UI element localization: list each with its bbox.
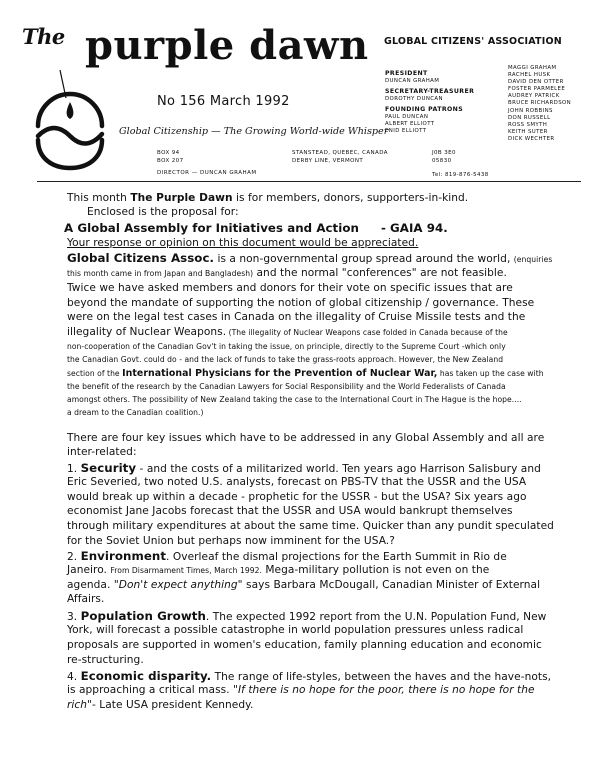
paragraph-line: There are four key issues which have to be addressed in any Global Assembly and all are bbox=[67, 432, 545, 444]
paragraph-line: Twice we have asked members and donors for their vote on specific issues that are bbox=[67, 282, 513, 294]
text: . The expected 1992 report from the U.N. Population Fund, New bbox=[205, 611, 547, 623]
role-title: PRESIDENT bbox=[385, 70, 428, 77]
paragraph-line: for the Soviet Union but perhaps now imminent for the USA.? bbox=[67, 535, 395, 547]
text: 1. bbox=[67, 463, 81, 475]
aside-line: the benefit of the research by the Canadian Lawyers for Social Responsibility and the World Federalists of Canada bbox=[67, 382, 506, 391]
address-boxes bbox=[157, 149, 183, 165]
text: . Overleaf the dismal projections for the Earth Summit in Rio de bbox=[166, 551, 507, 563]
text: 2. bbox=[67, 551, 81, 563]
paragraph-line: would break up within a decade - prophetic for the USSR - but the USA? Six years ago bbox=[67, 491, 527, 503]
org-short-name: Global Citizens Assoc. bbox=[67, 251, 215, 265]
role-name: ENID ELLIOTT bbox=[385, 128, 427, 134]
role-title: FOUNDING PATRONS bbox=[385, 106, 464, 113]
proposal-name: A Global Assembly for Initiatives and Action bbox=[64, 221, 359, 235]
quote: rich" bbox=[67, 699, 92, 711]
paragraph-line: inter-related: bbox=[67, 446, 137, 458]
organization-name: GLOBAL CITIZENS' ASSOCIATION bbox=[384, 36, 562, 47]
paragraph-line: through military expenditures at about the same time. Quicker than any pundit speculated bbox=[67, 520, 554, 532]
text: This month bbox=[67, 192, 131, 204]
member-name: KEITH SUTER bbox=[508, 128, 548, 135]
issue-heading: Population Growth bbox=[80, 609, 206, 623]
tagline: Global Citizenship — The Growing World-wide Whisper bbox=[119, 126, 389, 137]
members-list bbox=[508, 65, 571, 143]
city-line: DERBY LINE, VERMONT bbox=[292, 158, 364, 164]
member-name: RACHEL HUSK bbox=[508, 72, 551, 79]
paragraph-line bbox=[67, 251, 552, 265]
officers-list bbox=[385, 67, 505, 135]
postal-code: 05830 bbox=[432, 158, 452, 164]
member-name: MAGGI GRAHAM bbox=[508, 65, 557, 71]
member-name: FOSTER PARMELEE bbox=[508, 86, 566, 93]
paragraph-line: re-structuring. bbox=[67, 654, 144, 666]
response-request: Your response or opinion on this document would be appreciated. bbox=[67, 237, 419, 249]
role-name: ALBERT ELLIOTT bbox=[385, 121, 435, 127]
proposal-acronym: - GAIA 94. bbox=[380, 221, 448, 235]
issue-economic bbox=[67, 669, 551, 683]
intro-line bbox=[67, 192, 468, 204]
paragraph-line bbox=[67, 326, 508, 338]
text: is for members, donors, supporters-in-kind. bbox=[232, 192, 469, 204]
paragraph-line: economist Jane Jacobs forecast that the USSR and USA would bankrupt themselves bbox=[67, 505, 513, 517]
dawn-emblem-icon bbox=[32, 64, 108, 172]
issue-environment bbox=[67, 549, 507, 563]
text: agenda. bbox=[67, 579, 114, 591]
address-cities bbox=[292, 149, 388, 165]
member-name: DICK WECHTER bbox=[508, 135, 555, 142]
issue-number-date: No 156 March 1992 bbox=[157, 94, 290, 109]
role-name: DUNCAN GRAHAM bbox=[385, 78, 440, 84]
text: Mega-military pollution is not even on the bbox=[261, 564, 490, 576]
text: has taken up the case with bbox=[437, 369, 544, 378]
ippnw-name: International Physicians for the Prevention of Nuclear War, bbox=[122, 368, 438, 379]
text: Janeiro. bbox=[67, 564, 111, 576]
text: is approaching a critical mass. bbox=[67, 684, 234, 696]
header-divider bbox=[37, 181, 581, 182]
box-number: BOX 207 bbox=[157, 158, 184, 164]
issue-population bbox=[67, 609, 546, 623]
paragraph-line: proposals are supported in women's education, family planning education and economic bbox=[67, 639, 542, 651]
postal-code: J0B 3E0 bbox=[432, 150, 456, 156]
quote: "Don't expect anything" bbox=[113, 579, 243, 591]
postal-codes bbox=[432, 149, 456, 165]
role-name: PAUL DUNCAN bbox=[385, 114, 429, 120]
issue-security bbox=[67, 461, 541, 475]
text: 4. bbox=[67, 671, 81, 683]
issue-heading: Security bbox=[80, 461, 137, 475]
source-citation: From Disarmament Times, March 1992. bbox=[110, 566, 262, 575]
paragraph-line: York, will forecast a possible catastrophe in world population pressures unless radical bbox=[67, 624, 524, 636]
aside-line: amongst others. The possibility of New Zealand taking the case to the International Court in The Hague is the hope.... bbox=[67, 395, 522, 404]
aside-line: a dream to the Canadian coalition.) bbox=[67, 408, 204, 417]
paragraph-line bbox=[67, 564, 489, 576]
member-name: DAVID DEN OTTER bbox=[508, 79, 564, 86]
proposal-title bbox=[64, 221, 448, 235]
aside-line: the Canadian Govt. could do - and the lack of funds to take the grass-roots approach. However, the New Zealand bbox=[67, 355, 504, 364]
enclosed-line: Enclosed is the proposal for: bbox=[87, 206, 239, 218]
paragraph-line: beyond the mandate of supporting the notion of global citizenship / governance. These bbox=[67, 297, 535, 309]
masthead-title: purple dawn bbox=[85, 22, 369, 69]
newsletter-name: The Purple Dawn bbox=[130, 192, 233, 204]
phone-number: Tel: 819-876-5438 bbox=[432, 172, 489, 178]
paragraph-line: Eric Severied, two noted U.S. analysts, forecast on PBS-TV that the USSR and the USA bbox=[67, 476, 527, 488]
text: - Late USA president Kennedy. bbox=[91, 699, 254, 711]
aside: this month came in from Japan and Bangladesh) bbox=[67, 269, 254, 278]
quote: "If there is no hope for the poor, there is no hope for the bbox=[233, 684, 535, 696]
box-number: BOX 94 bbox=[157, 150, 180, 156]
role-title: SECRETARY-TREASURER bbox=[385, 88, 475, 95]
paragraph-line bbox=[67, 699, 253, 711]
masthead-the: The bbox=[22, 24, 65, 49]
text: is a non-governmental group spread around the world, bbox=[214, 253, 514, 265]
paragraph-line: Affairs. bbox=[67, 593, 105, 605]
text: and the normal "conferences" are not feasible. bbox=[253, 267, 507, 279]
aside: (The illegality of Nuclear Weapons case folded in Canada because of the bbox=[226, 328, 508, 337]
text: illegality of Nuclear Weapons. bbox=[67, 326, 227, 338]
member-name: JOHN ROBBINS bbox=[508, 107, 553, 114]
paragraph-line bbox=[67, 579, 540, 591]
member-name: DON RUSSELL bbox=[508, 114, 551, 121]
text: section of the bbox=[67, 369, 123, 378]
text: 3. bbox=[67, 611, 81, 623]
member-name: ROSS SMYTH bbox=[508, 121, 548, 128]
text: says Barbara McDougall, Canadian Minister of External bbox=[242, 579, 541, 591]
text: - and the costs of a militarized world. Ten years ago Harrison Salisbury and bbox=[136, 463, 541, 475]
text: The range of life-styles, between the haves and the have-nots, bbox=[211, 671, 552, 683]
issue-heading: Environment bbox=[80, 549, 167, 563]
role-name: DOROTHY DUNCAN bbox=[385, 96, 443, 102]
issue-heading: Economic disparity. bbox=[80, 669, 212, 683]
aside-line bbox=[67, 368, 544, 379]
paragraph-line: were on the legal test cases in Canada on the illegality of Cruise Missile tests and the bbox=[67, 311, 526, 323]
aside: (enquiries bbox=[513, 255, 553, 264]
member-name: BRUCE RICHARDSON bbox=[508, 100, 572, 107]
paragraph-line bbox=[67, 684, 535, 696]
city-line: STANSTEAD, QUEBEC, CANADA bbox=[292, 150, 388, 156]
paragraph-line bbox=[67, 267, 507, 279]
member-name: AUDREY PATRICK bbox=[508, 93, 560, 100]
director-line: DIRECTOR — DUNCAN GRAHAM bbox=[157, 170, 257, 176]
aside-line: non-cooperation of the Canadian Gov't in taking the issue, on principle, directly to the Supreme Court -which only bbox=[67, 342, 506, 351]
